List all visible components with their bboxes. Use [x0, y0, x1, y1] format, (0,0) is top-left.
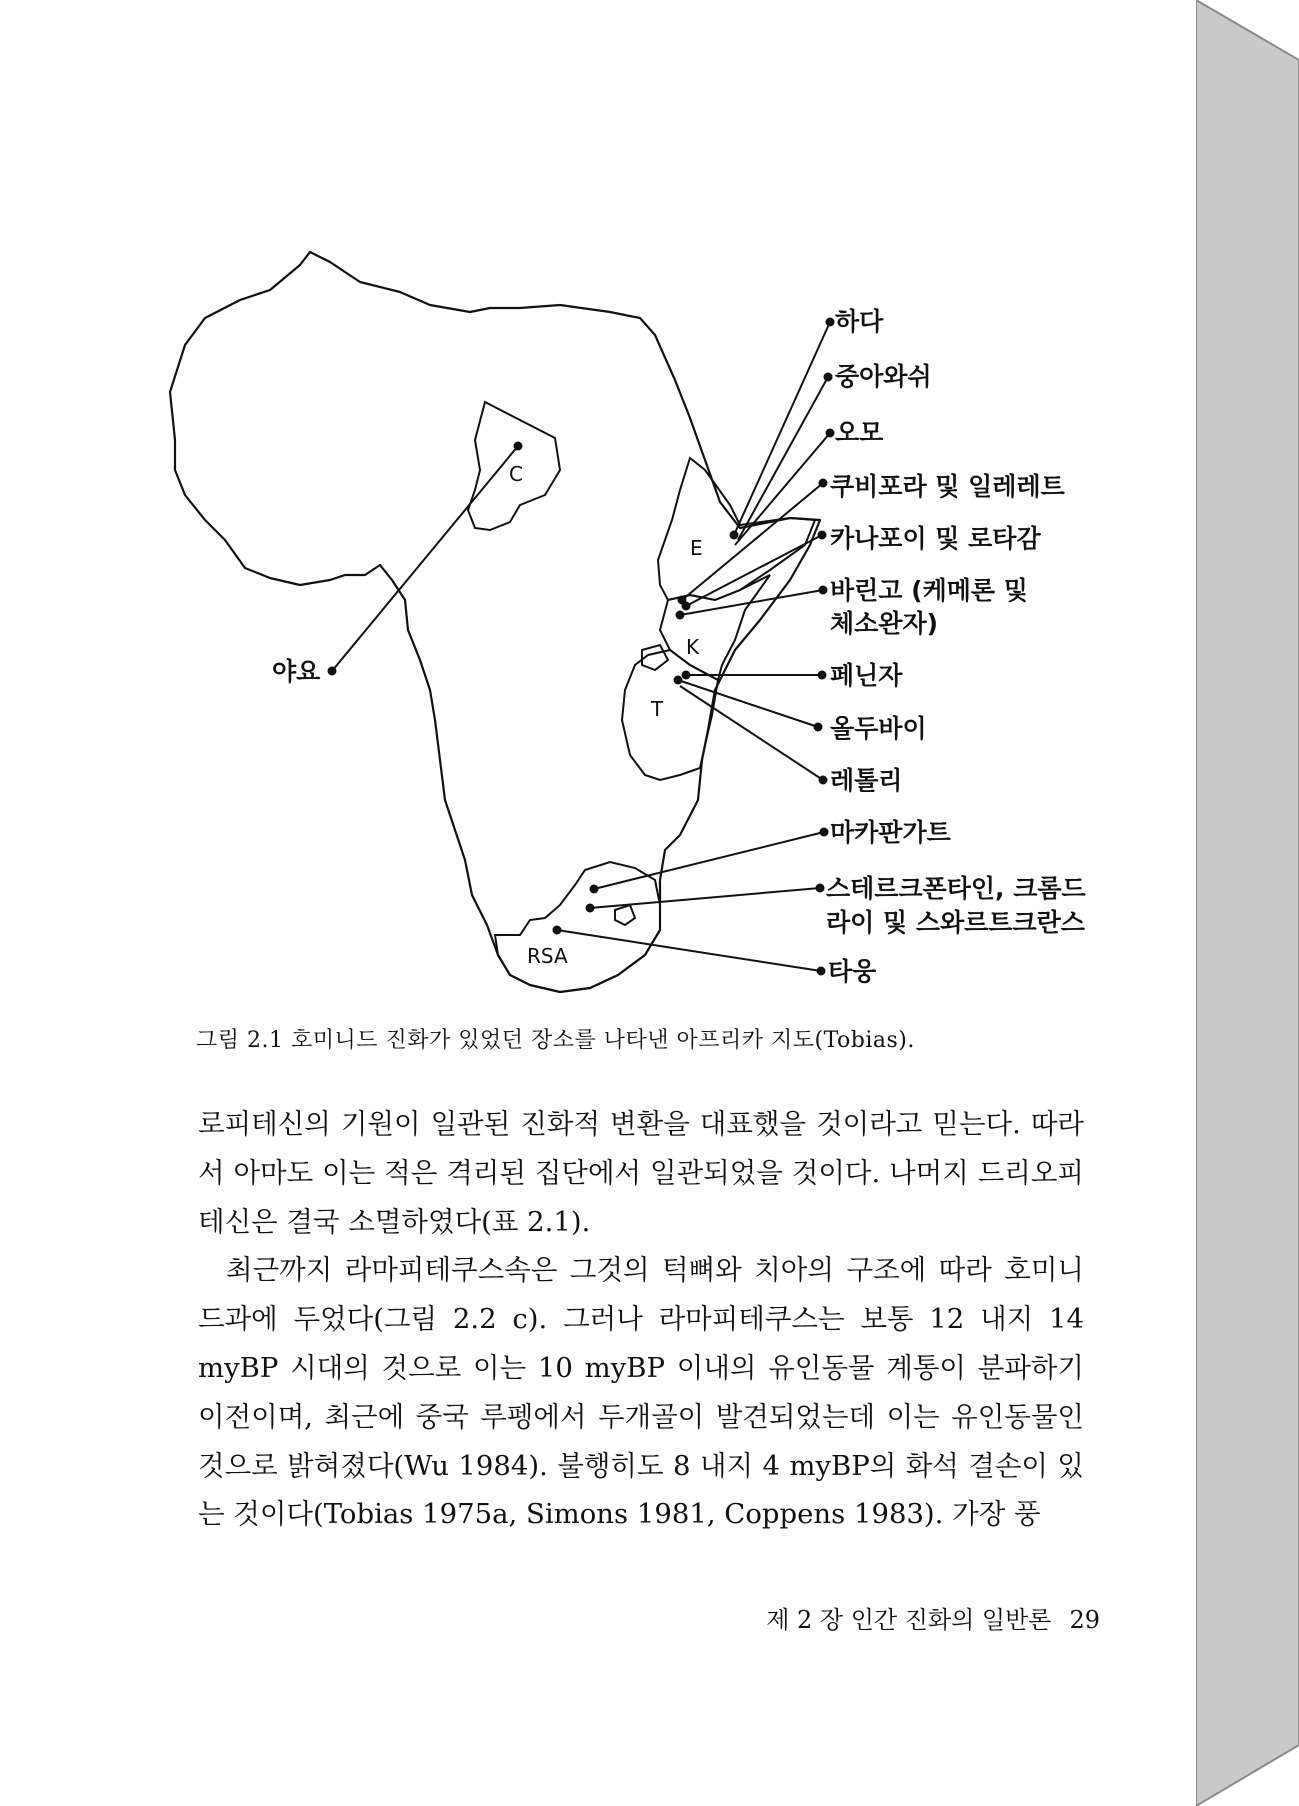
- site-label-baringo-line1: 바린고 (케메론 및: [830, 576, 1028, 605]
- book-side-shading: [1196, 0, 1299, 1806]
- region-label-south-africa: RSA: [527, 944, 568, 968]
- site-label-taung: 타웅: [828, 957, 877, 986]
- site-label-middle-awash: 중아와쉬: [835, 362, 932, 391]
- site-label-yayo: 야요: [272, 657, 321, 686]
- site-label-baringo-line2: 체소완자): [830, 609, 939, 638]
- site-label-omo: 오모: [835, 418, 884, 447]
- region-label-tanzania: T: [651, 697, 664, 721]
- region-label-kenya: K: [686, 635, 700, 659]
- lesotho: [615, 905, 635, 925]
- region-label-ethiopia: E: [690, 536, 703, 560]
- site-label-makapansgat: 마카판가트: [830, 818, 951, 847]
- site-label-sterkfontein-line2: 라이 및 스와르트크란스: [826, 908, 1085, 937]
- africa-outline: [170, 252, 820, 992]
- body-text: [198, 1100, 1084, 1539]
- site-label-peninj: 페닌자: [830, 661, 903, 690]
- page-footer: [680, 1600, 1100, 1635]
- site-label-olduvai: 올두바이: [830, 714, 927, 743]
- paragraph: 최근까지 라마피테쿠스속은 그것의 턱뼈와 치아의 구조에 따라 호미니드과에 두었다(그림 2.2 c). 그러나 라마피테쿠스는 보통 12 내지 14 myBP 시대의 것으로 이는 10 myBP 이내의 유인동물 계통이 분파하기 이전이며, 최근에 중국 루펭에서 두개골이 발견되었는데 이는 유인동물인 것으로 밝혀졌다(Wu 1984). 불행히도 8 내지 4 myBP의 화석 결손이 있는 것이다(Tobias 1975a, Simons 1981, Coppens 1983). 가장 풍: [198, 1254, 1084, 1531]
- site-label-hadar: 하다: [835, 307, 884, 336]
- south-africa-region: [495, 862, 660, 992]
- site-label-laetoli: 레톨리: [830, 766, 903, 795]
- site-label-sterkfontein-line1: 스테르크폰타인, 크롬드: [826, 874, 1086, 903]
- region-label-chad: C: [509, 462, 523, 486]
- page-number: 29: [1069, 1606, 1100, 1634]
- paragraph: 로피테신의 기원이 일관된 진화적 변환을 대표했을 것이라고 믿는다. 따라서 아마도 이는 적은 격리된 집단에서 일관되었을 것이다. 나머지 드리오피테신은 결국 소멸하였다(표 2.1).: [198, 1108, 1084, 1238]
- tanzania-region: [622, 650, 718, 780]
- figure-caption: 그림 2.1 호미니드 진화가 있었던 장소를 나타낸 아프리카 지도(Tobias).: [196, 1028, 915, 1053]
- site-label-kanapoi: 카나포이 및 로타감: [830, 524, 1041, 553]
- site-label-koobi-fora: 쿠비포라 및 일레레트: [830, 472, 1065, 501]
- chapter-title: 제 2 장 인간 진화의 일반론: [766, 1606, 1052, 1634]
